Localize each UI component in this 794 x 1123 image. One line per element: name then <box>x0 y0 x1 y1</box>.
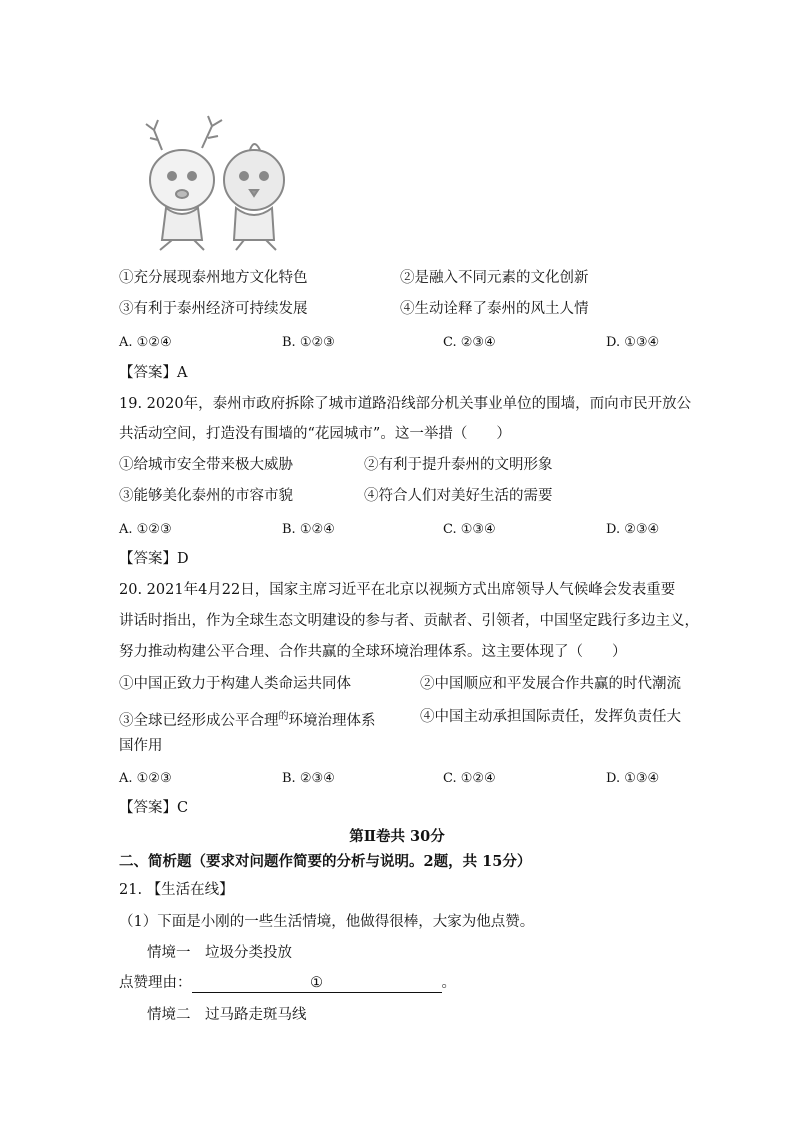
section-title: 第Ⅱ卷共 30分 <box>349 828 445 845</box>
q20-statement-2: ②中国顺应和平发展合作共赢的时代潮流 <box>420 676 681 692</box>
q21-label: 21. 【生活在线】 <box>119 882 234 898</box>
q18-option-c: C. ②③④ <box>443 335 496 350</box>
q21-answer-blank[interactable] <box>192 974 442 993</box>
q20-statement-4-cont: 国作用 <box>119 738 163 754</box>
q18-statement-2: ②是融入不同元素的文化创新 <box>400 270 589 286</box>
q19-statement-3: ③能够美化泰州的市容市貌 <box>119 488 293 504</box>
q20-option-a: A. ①②③ <box>119 771 172 786</box>
q19-option-b: B. ①②④ <box>282 522 335 537</box>
q19-answer: 【答案】D <box>119 551 189 567</box>
section-heading: 二、简析题（要求对问题作简要的分析与说明。2题，共 15分） <box>119 853 532 870</box>
q20-option-d: D. ①③④ <box>606 771 660 786</box>
q21-blank-mark: ① <box>310 975 323 991</box>
q20-statement-3-part-a: ③全球已经形成公平合理 <box>119 713 279 729</box>
q20-stem-line-3: 努力推动构建公平合理、合作共赢的全球环境治理体系。这主要体现了（ ） <box>119 644 627 660</box>
q19-statement-1: ①给城市安全带来极大威胁 <box>119 457 293 473</box>
q21-period: 。 <box>441 975 456 991</box>
q21-reason-line <box>119 973 456 993</box>
q19-stem-line-2: 共活动空间，打造没有围墙的“花园城市”。这一举措（ ） <box>119 426 511 442</box>
q19-option-d: D. ②③④ <box>606 522 660 537</box>
q19-stem-line-1: 19. 2020年，泰州市政府拆除了城市道路沿线部分机关事业单位的围墙，而向市民开放公 <box>119 396 692 412</box>
q20-option-c: C. ①②④ <box>443 771 496 786</box>
q18-option-a: A. ①②④ <box>119 335 172 350</box>
q20-statement-3-part-b: 的 <box>278 711 289 722</box>
q20-answer: 【答案】C <box>119 800 189 816</box>
q19-statement-2: ②有利于提升泰州的文明形象 <box>364 457 553 473</box>
q18-statement-1: ①充分展现泰州地方文化特色 <box>119 270 308 286</box>
q19-statement-4: ④符合人们对美好生活的需要 <box>364 488 553 504</box>
q18-statement-4: ④生动诠释了泰州的风土人情 <box>400 301 589 317</box>
mascot-illustration <box>132 110 292 260</box>
q18-option-d: D. ①③④ <box>606 335 660 350</box>
q20-statement-3-part-c: 环境治理体系 <box>288 713 376 729</box>
q21-reason-label: 点赞理由： <box>119 975 192 991</box>
q18-option-b: B. ①②③ <box>282 335 335 350</box>
q21-scene-2: 情境二 过马路走斑马线 <box>147 1007 307 1023</box>
q18-answer: 【答案】A <box>119 365 188 381</box>
q21-scene-1: 情境一 垃圾分类投放 <box>147 945 292 961</box>
q18-statement-3: ③有利于泰州经济可持续发展 <box>119 301 308 317</box>
q21-intro: （1）下面是小刚的一些生活情境，他做得很棒，大家为他点赞。 <box>119 914 535 930</box>
q20-statement-4: ④中国主动承担国际责任，发挥负责任大 <box>420 709 681 725</box>
q20-statement-3 <box>119 707 376 731</box>
q19-option-a: A. ①②③ <box>119 522 172 537</box>
q19-option-c: C. ①③④ <box>443 522 496 537</box>
q20-stem-line-2: 讲话时指出，作为全球生态文明建设的参与者、贡献者、引领者，中国坚定践行多边主义， <box>119 613 699 629</box>
q20-option-b: B. ②③④ <box>282 771 335 786</box>
q20-statement-1: ①中国正致力于构建人类命运共同体 <box>119 676 351 692</box>
q20-stem-line-1: 20. 2021年4月22日，国家主席习近平在北京以视频方式出席领导人气候峰会发表重要 <box>119 582 676 598</box>
